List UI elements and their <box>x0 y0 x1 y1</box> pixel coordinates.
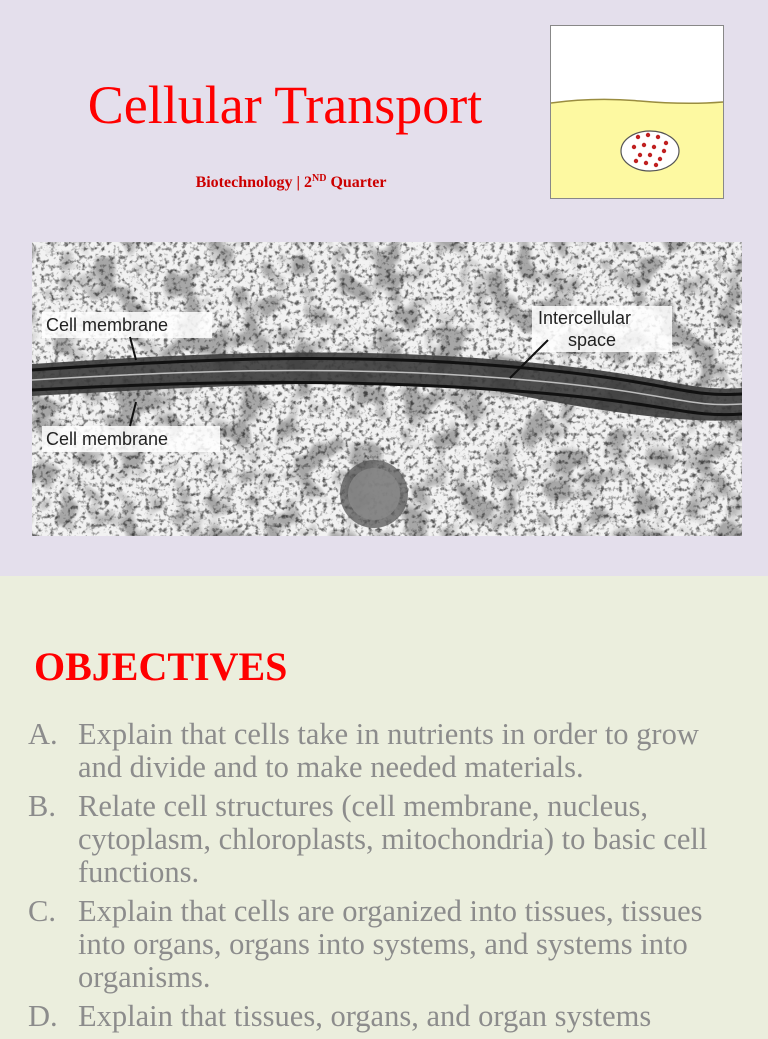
label-intercellular: Intercellular <box>538 308 632 328</box>
objectives-list <box>28 718 748 1039</box>
objective-text: Explain that cells take in nutrients in order to grow and divide and to make needed materials. <box>78 717 699 784</box>
objectives-heading: OBJECTIVES <box>34 644 288 689</box>
objective-letter: D. <box>28 999 58 1033</box>
objective-text: Relate cell structures (cell membrane, nucleus, cytoplasm, chloroplasts, mitochondria) to basic cell functions. <box>78 789 708 889</box>
subtitle-prefix: Biotechnology | 2 <box>195 174 312 191</box>
objective-text: Explain that cells are organized into tissues, tissues into organs, organs into systems, and systems into organisms. <box>78 894 703 994</box>
objective-item <box>28 895 748 994</box>
objective-letter: A. <box>28 717 58 751</box>
objective-letter: B. <box>28 789 56 823</box>
objective-item <box>28 718 748 784</box>
objective-letter: C. <box>28 894 56 928</box>
objectives-slide <box>0 576 768 1033</box>
slide-subtitle <box>30 172 552 194</box>
objective-item <box>28 790 748 889</box>
cell-membrane-micrograph <box>32 242 742 536</box>
label-cell-membrane-top: Cell membrane <box>46 315 169 335</box>
label-cell-membrane-bottom: Cell membrane <box>46 429 169 449</box>
beaker-with-cell-icon <box>550 25 724 199</box>
subtitle-suffix: Quarter <box>326 174 387 191</box>
subtitle-superscript: ND <box>311 173 327 184</box>
objective-text: Explain that tissues, organs, and organ systems <box>78 999 652 1033</box>
slide-title: Cellular Transport <box>87 75 483 135</box>
objective-item <box>28 1000 748 1033</box>
label-space: space <box>568 330 617 350</box>
